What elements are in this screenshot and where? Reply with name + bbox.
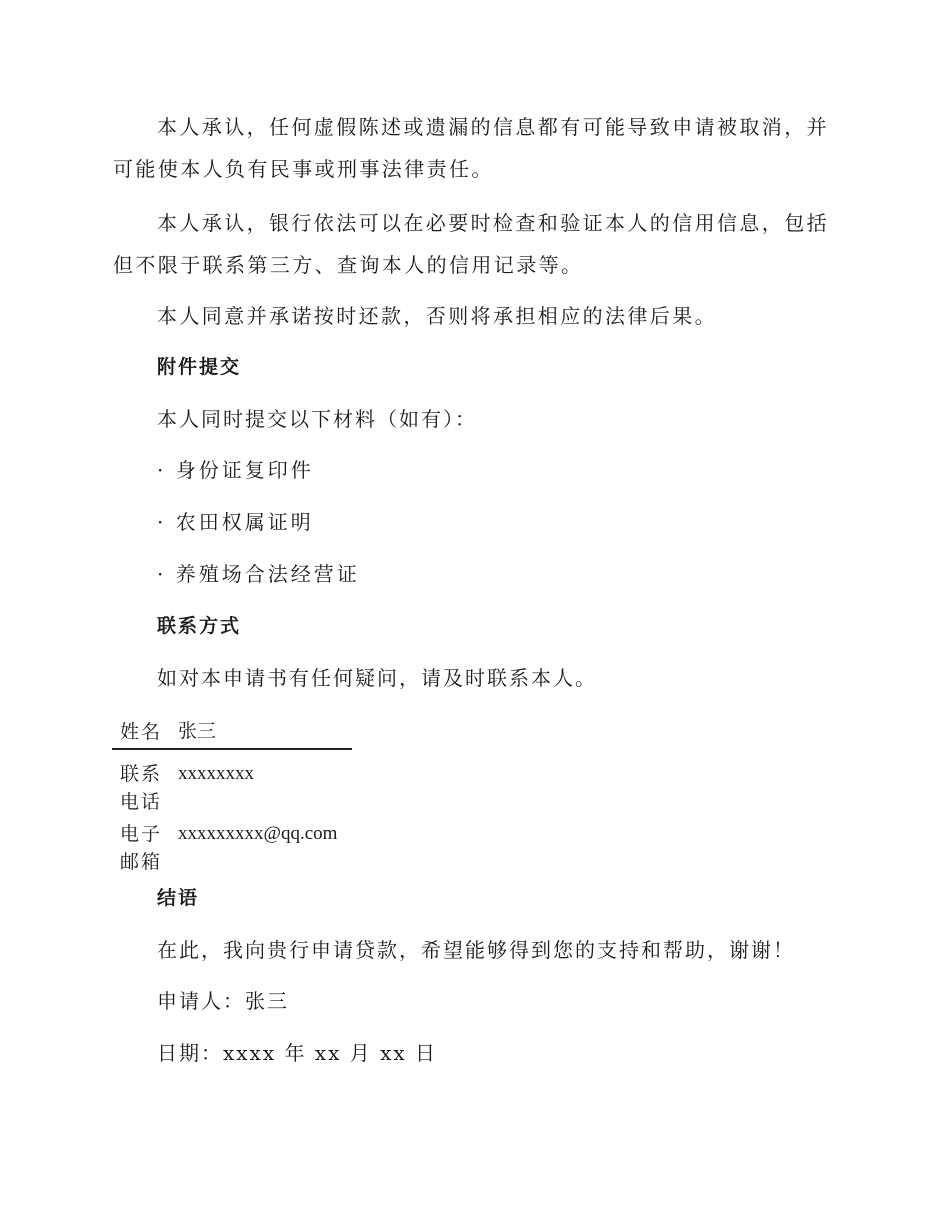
contact-label: 联系电话 <box>120 763 163 813</box>
closing-text: 在此，我向贵行申请贷款，希望能够得到您的支持和帮助，谢谢！ <box>157 938 795 962</box>
attachment-item: · 农田权属证明 <box>157 510 314 534</box>
contact-table <box>112 714 352 876</box>
contact-row-email <box>112 816 352 876</box>
section-heading-contact: 联系方式 <box>157 615 242 637</box>
contact-value: 张三 <box>178 721 217 742</box>
contact-row-phone <box>112 750 352 816</box>
contact-intro: 如对本申请书有任何疑问，请及时联系本人。 <box>157 666 597 690</box>
contact-row-name <box>112 714 352 750</box>
contact-value: xxxxxxxxx@qq.com <box>178 823 338 844</box>
paragraph-credit-verification: 本人承认，银行依法可以在必要时检查和验证本人的信用信息，包括但不限于联系第三方、查询本人的信用记录等。 <box>113 211 829 277</box>
contact-label: 姓名 <box>120 721 163 743</box>
date-line: 日期：xxxx 年 xx 月 xx 日 <box>157 1041 438 1065</box>
section-heading-attachments: 附件提交 <box>157 356 242 378</box>
attachment-item: · 身份证复印件 <box>157 458 314 482</box>
contact-value: xxxxxxxx <box>178 763 254 784</box>
paragraph-repayment-promise: 本人同意并承诺按时还款，否则将承担相应的法律后果。 <box>157 304 717 328</box>
attachments-intro: 本人同时提交以下材料（如有）： <box>157 407 477 431</box>
attachment-item: · 养殖场合法经营证 <box>157 562 360 586</box>
contact-label: 电子邮箱 <box>120 823 163 873</box>
applicant-line: 申请人：张三 <box>157 989 289 1013</box>
section-heading-closing: 结语 <box>157 887 200 909</box>
paragraph-false-statement: 本人承认，任何虚假陈述或遗漏的信息都有可能导致申请被取消，并可能使本人负有民事或刑事法律责任。 <box>113 115 829 181</box>
